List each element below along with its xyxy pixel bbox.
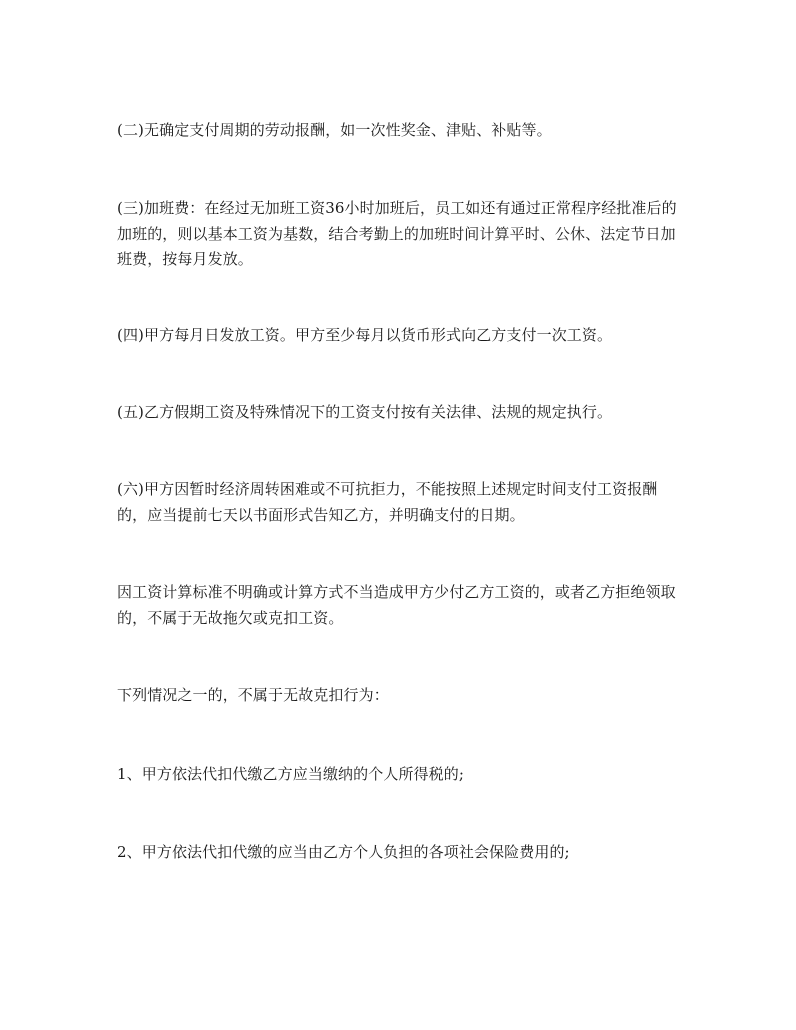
list-item-income-tax: 1、甲方依法代扣代缴乙方应当缴纳的个人所得税的; [117, 765, 464, 783]
list-item-social-insurance: 2、甲方依法代扣代缴的应当由乙方个人负担的各项社会保险费用的; [117, 843, 570, 861]
paragraph-payment-no-fixed-cycle: (二)无确定支付周期的劳动报酬，如一次性奖金、津贴、补贴等。 [117, 121, 552, 139]
paragraph-monthly-payday: (四)甲方每月日发放工资。甲方至少每月以货币形式向乙方支付一次工资。 [117, 326, 613, 344]
paragraph-underpayment-clause: 因工资计算标准不明确或计算方式不当造成甲方少付乙方工资的，或者乙方拒绝领取的，不属于无故拖欠或克扣工资。 [117, 583, 676, 627]
paragraph-deduction-intro: 下列情况之一的，不属于无故克扣行为： [117, 686, 389, 704]
paragraph-overtime-pay: (三)加班费：在经过无加班工资36小时加班后，员工如还有通过正常程序经批准后的加班的，则以基本工资为基数，结合考勤上的加班时间计算平时、公休、法定节日加班费，按每月发放。 [117, 199, 677, 268]
paragraph-payment-delay-notice: (六)甲方因暂时经济周转困难或不可抗拒力，不能按照上述规定时间支付工资报酬的，应当提前七天以书面形式告知乙方，并明确支付的日期。 [117, 480, 658, 524]
paragraph-holiday-pay: (五)乙方假期工资及特殊情况下的工资支付按有关法律、法规的规定执行。 [117, 403, 613, 421]
